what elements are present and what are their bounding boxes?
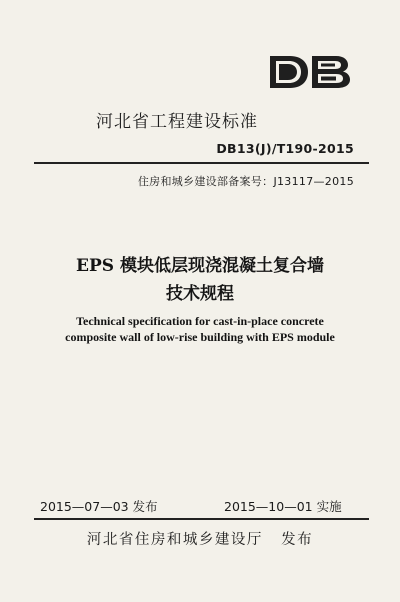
db-logo [268, 52, 352, 92]
issuer-title: 河北省工程建设标准 [96, 112, 258, 132]
implement-date: 2015—10—01 实施 [224, 499, 342, 514]
publisher: 河北省住房和城乡建设厅 发布 [86, 532, 314, 548]
header-divider [34, 162, 369, 164]
chinese-title [0, 252, 400, 308]
chinese-title-line-2: 技术规程 [166, 284, 234, 304]
record-number: 住房和城乡建设部备案号：J13117—2015 [137, 175, 354, 188]
publish-date: 2015—07—03 发布 [40, 499, 158, 514]
standard-number: DB13(J)/T190-2015 [216, 141, 354, 156]
english-title [0, 313, 400, 345]
english-title-line-2: composite wall of low-rise building with EPS module [65, 330, 335, 344]
db-logo-graphic [268, 52, 352, 92]
english-title-line-1: Technical specification for cast-in-place concrete [76, 314, 324, 328]
footer-divider [34, 518, 369, 520]
chinese-title-line-1: EPS 模块低层现浇混凝土复合墙 [76, 256, 324, 276]
